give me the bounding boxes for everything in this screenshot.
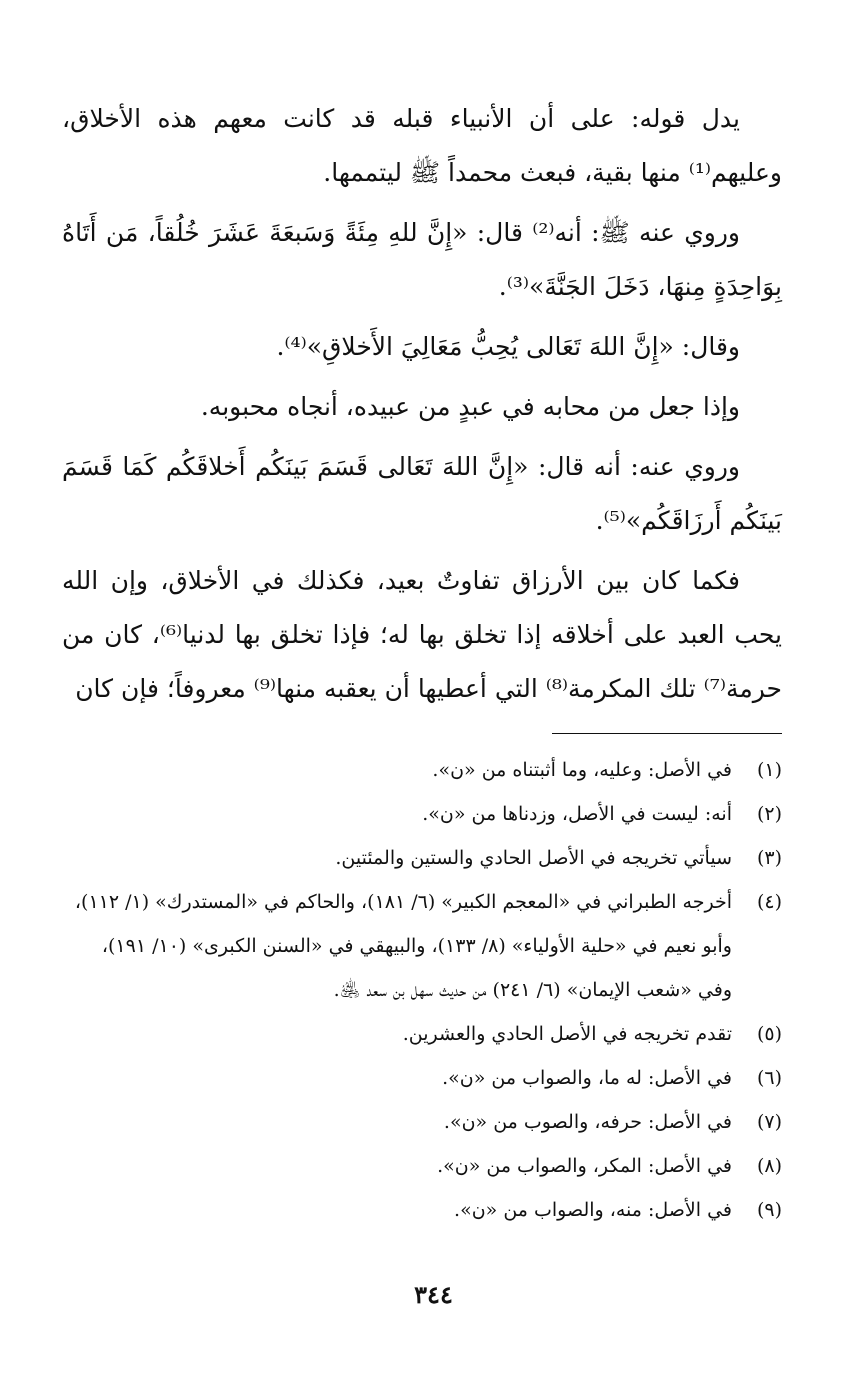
- footnote-number: (٢): [756, 803, 782, 825]
- footnote-9: [62, 1188, 782, 1232]
- footnote-text: في الأصل: منه، والصواب من «ن».: [454, 1199, 732, 1221]
- paragraph-3: وقال: «إِنَّ اللهَ تَعَالى يُحِبُّ مَعَالِيَ الأَخلاقِ»⁽⁴⁾.: [276, 332, 740, 361]
- footnote-text: سيأتي تخريجه في الأصل الحادي والستين والمئتين.: [335, 847, 732, 869]
- footnote-6: [62, 1056, 782, 1100]
- paragraph-6: فكما كان بين الأرزاق تفاوتٌ بعيد، فكذلك في الأخلاق، وإن الله يحب العبد على أخلاقه إذا تخلق بها له؛ فإذا تخلق بها لدنيا⁽⁶⁾، كان من حرمة⁽⁷⁾ تلك المكرمة⁽⁸⁾ التي أعطيها أن يعقبه منها⁽⁹⁾ معروفاً؛ فإن كان: [62, 566, 783, 703]
- footnote-text: أنه: ليست في الأصل، وزدناها من «ن».: [422, 803, 732, 825]
- footnote-number: (٩): [756, 1199, 782, 1221]
- footnote-text: في الأصل: حرفه، والصوب من «ن».: [443, 1111, 732, 1133]
- footnote-number: (٥): [756, 1023, 782, 1045]
- footnote-3: [62, 836, 782, 880]
- footnotes: [62, 748, 782, 1232]
- footnote-text: في الأصل: له ما، والصواب من «ن».: [442, 1067, 732, 1089]
- paragraph-2: وروي عنه ﷺ: أنه⁽²⁾ قال: «إِنَّ للهِ مِئَةً وَسَبعَةَ عَشَرَ خُلُقاً، مَن أَتَاهُ بِوَاحِدَةٍ مِنهَا، دَخَلَ الجَنَّةَ»⁽³⁾.: [62, 218, 782, 301]
- footnote-number: (٧): [756, 1111, 782, 1133]
- footnote-number: (٨): [756, 1155, 782, 1177]
- paragraph-4: وإذا جعل من محابه في عبدٍ من عبيده، أنجاه محبوبه.: [200, 392, 740, 421]
- footnote-8: [62, 1144, 782, 1188]
- footnote-2: [62, 792, 782, 836]
- footnote-number: (٦): [756, 1067, 782, 1089]
- paragraph-1: يدل قوله: على أن الأنبياء قبله قد كانت معهم هذه الأخلاق، وعليهم⁽¹⁾ منها بقية، فبعث محمداً ﷺ ليتممها.: [62, 104, 782, 187]
- paragraph-5: وروي عنه: أنه قال: «إِنَّ اللهَ تَعَالى قَسَمَ بَينَكُم أَخلاقَكُم كَمَا قَسَمَ بَينَكُم أَرزَاقَكُم»⁽⁵⁾.: [62, 452, 782, 535]
- page-number: ٣٤٤: [414, 1280, 453, 1309]
- footnote-7: [62, 1100, 782, 1144]
- footnote-text: في الأصل: المكر، والصواب من «ن».: [437, 1155, 732, 1177]
- footnote-1: [62, 748, 782, 792]
- footnote-number: (٤): [756, 891, 782, 913]
- footnote-5: [62, 1012, 782, 1056]
- footnote-number: (٣): [756, 847, 782, 869]
- main-text: [62, 92, 782, 716]
- footnote-text: في الأصل: وعليه، وما أثبتناه من «ن».: [432, 759, 732, 781]
- footnote-number: (١): [756, 759, 782, 781]
- footnote-text: تقدم تخريجه في الأصل الحادي والعشرين.: [402, 1023, 732, 1045]
- footnote-4: [62, 880, 782, 1012]
- footnote-text: أخرجه الطبراني في «المعجم الكبير» (٦/ ١٨١)، والحاكم في «المستدرك» (١/ ١١٢)، وأبو نعيم في «حلية الأولياء» (٨/ ١٣٣)، والبيهقي في «السنن الكبرى» (١٠/ ١٩١)، وفي «شعب الإيمان» (٦/ ٢٤١) من حديث سهل بن سعد ﵁.: [74, 891, 732, 1001]
- footnote-separator: [552, 733, 782, 734]
